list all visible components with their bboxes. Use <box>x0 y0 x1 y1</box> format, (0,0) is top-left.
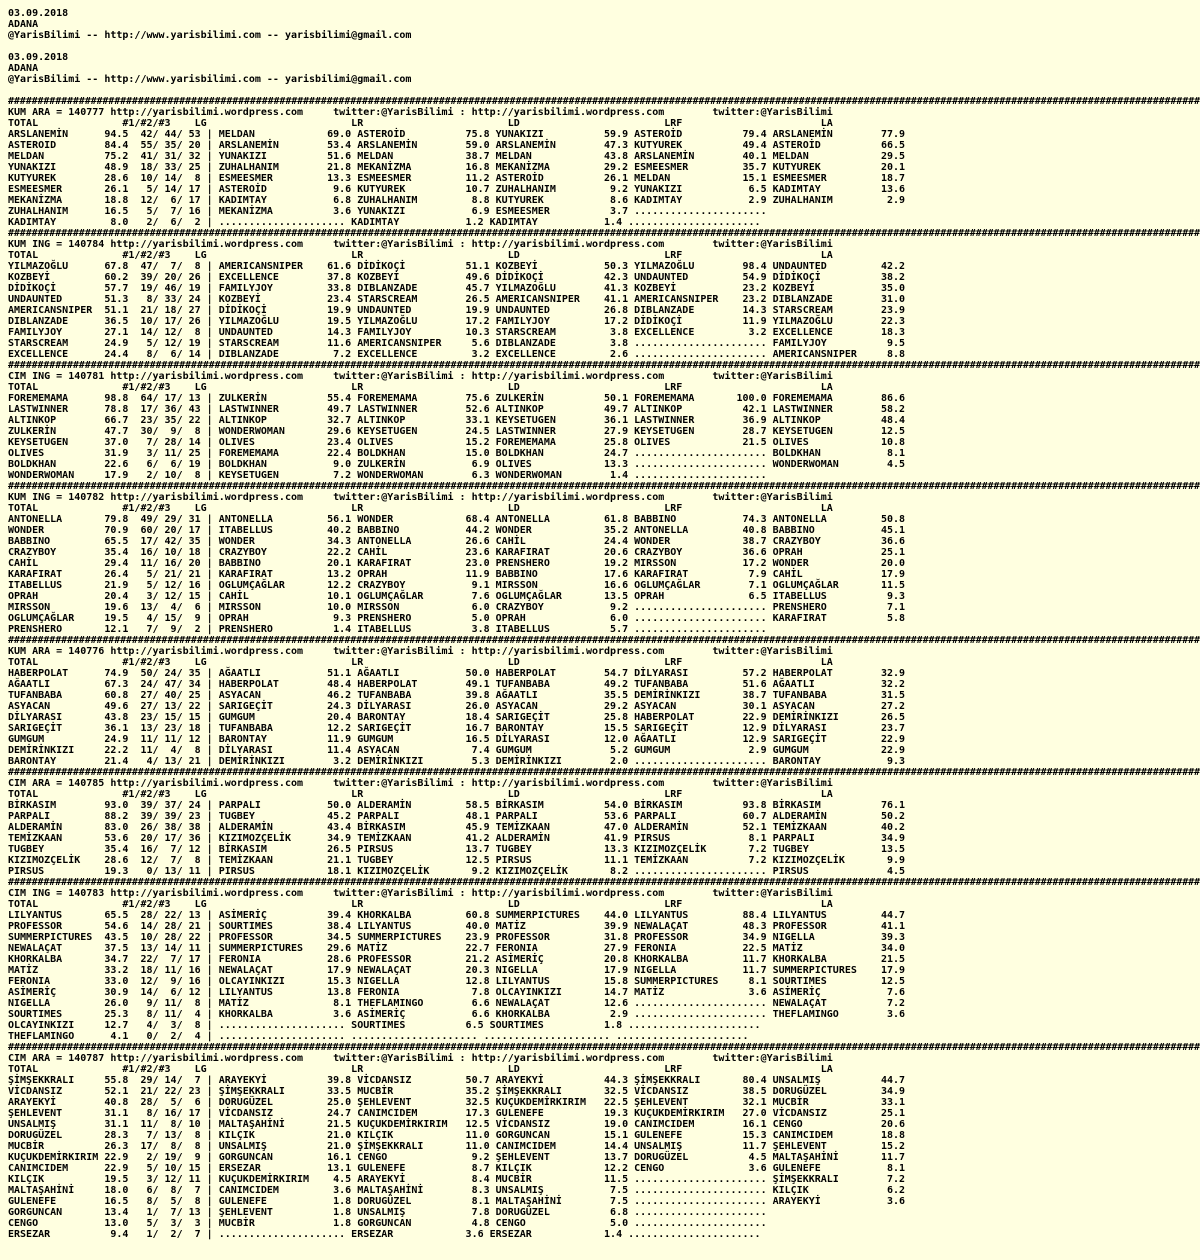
result-row: LILYANTUS 65.5 28/ 22/ 13 | ASİMERİÇ 39.4 KHORKALBA 60.8 SUMMERPICTURES 44.0 LILYANTUS 88.4 LILYANTUS 44.7 <box>8 910 906 921</box>
result-row: KHORKALBA 34.7 22/ 7/ 17 | FERONIA 28.6 PROFESSOR 21.2 ASİMERİÇ 20.8 KHORKALBA 11.7 KHORKALBA 21.5 <box>8 954 906 965</box>
result-row: BOLDKHAN 22.6 6/ 6/ 19 | BOLDKHAN 9.0 ZULKERİN 6.9 OLIVES 13.3 ...................... WONDERWOMAN 4.5 <box>8 459 906 470</box>
result-row: FERONIA 33.0 12/ 9/ 16 | OLCAYINKIZI 15.3 NIGELLA 12.8 LILYANTUS 15.8 SUMMERPICTURES 8.1 SOURTIMES 12.5 <box>8 976 906 987</box>
result-row: SOURTIMES 25.3 8/ 11/ 4 | KHORKALBA 3.6 ASİMERİÇ 6.6 KHORKALBA 2.9 ...................... THEFLAMINGO 3.6 <box>8 1009 906 1020</box>
result-row: ALDERAMİN 83.0 26/ 38/ 38 | ALDERAMİN 43.4 BİRKASIM 45.9 TEMİZKAAN 47.0 ALDERAMİN 52.1 TEMİZKAAN 40.2 <box>8 822 906 833</box>
result-row: ANTONELLA 79.8 49/ 29/ 31 | ANTONELLA 56.1 WONDER 68.4 ANTONELLA 61.8 BABBINO 74.3 ANTONELLA 50.8 <box>8 514 906 525</box>
result-row: STARSCREAM 24.9 5/ 12/ 19 | STARSCREAM 11.6 AMERICANSNIPER 5.6 DIBLANZADE 3.8 ...................... FAMILYJOY 9.5 <box>8 338 906 349</box>
result-row: MALTAŞAHİNİ 18.0 6/ 8/ 7 | CANIMCIDEM 3.6 MALTAŞAHİNİ 8.3 UNSALMIŞ 7.5 ...................... KILÇIK 6.2 <box>8 1185 906 1196</box>
column-header: TOTAL #1/#2/#3 LG LR LD LRF LA <box>8 250 833 261</box>
column-header: TOTAL #1/#2/#3 LG LR LD LRF LA <box>8 789 833 800</box>
result-row: MEKANİZMA 18.8 12/ 6/ 17 | KADIMTAY 6.8 ZUHALHANIM 8.8 KUTYUREK 8.6 KADIMTAY 2.9 ZUHALHANIM 2.9 <box>8 195 906 206</box>
result-row: BARONTAY 21.4 4/ 13/ 21 | DEMİRİNKIZI 3.2 DEMİRİNKIZI 5.3 DEMİRİNKIZI 2.0 ...................... BARONTAY 9.3 <box>8 756 906 767</box>
blank-line <box>8 41 1074 52</box>
result-row: KUÇUKDEMİRKIRIM 22.9 2/ 19/ 9 | GORGUNCAN 16.1 CENGO 9.2 ŞEHLEVENT 13.7 DORUGÜZEL 4.5 MALTAŞAHİNİ 11.7 <box>8 1152 906 1163</box>
result-row: ARAYEKYİ 40.8 28/ 5/ 6 | DORUGÜZEL 25.0 ŞEHLEVENT 32.5 KUÇUKDEMİRKIRIM 22.5 ŞEHLEVENT 32.1 MUCBİR 33.1 <box>8 1097 906 1108</box>
result-row: MIRSSON 19.6 13/ 4/ 6 | MIRSSON 10.0 MIRSSON 6.0 CRAZYBOY 9.2 ...................... PRENSHERO 7.1 <box>8 602 906 613</box>
result-row: VİCDANSIZ 52.1 21/ 22/ 23 | ŞİMŞEKKRALI 33.5 MUCBİR 35.2 ŞİMŞEKKRALI 32.5 VİCDANSIZ 38.5 DORUGÜZEL 34.9 <box>8 1086 906 1097</box>
result-row: DIBLANZADE 36.5 10/ 17/ 26 | YILMAZOĞLU 19.5 YILMAZOĞLU 17.2 FAMILYJOY 17.2 DİDİKOÇİ 11.9 YILMAZOĞLU 22.3 <box>8 316 906 327</box>
result-row: ZUHALHANIM 16.5 5/ 7/ 16 | MEKANİZMA 3.6 YUNAKIZI 6.9 ESMEESMER 3.7 ...................... <box>8 206 767 217</box>
result-row: HABERPOLAT 74.9 50/ 24/ 35 | AĞAATLI 51.1 AĞAATLI 50.0 HABERPOLAT 54.7 DİLYARASI 57.2 HABERPOLAT 32.9 <box>8 668 906 679</box>
result-row: GULENEFE 16.5 8/ 5/ 8 | GULENEFE 1.8 DORUGÜZEL 8.1 MALTAŞAHİNİ 7.5 ...................... ARAYEKYİ 3.6 <box>8 1196 906 1207</box>
result-row: UNSALMIŞ 31.1 11/ 8/ 10 | MALTAŞAHİNİ 21.5 KUÇUKDEMİRKIRIM 12.5 VİCDANSIZ 19.0 CANIMCIDEM 16.1 CENGO 20.6 <box>8 1119 906 1130</box>
race-header: CIM ARA = 140787 http://yarisbilimi.wordpress.com twitter:@YarisBilimi : http://yarisbilimi.wordpress.com twitter:@YarisBilimi <box>8 1053 833 1064</box>
result-row: OLIVES 31.9 3/ 11/ 25 | FOREMEMAMA 22.4 BOLDKHAN 15.0 BOLDKHAN 24.7 ...................... BOLDKHAN 8.1 <box>8 448 906 459</box>
separator-line: ########################################################################################################################################################################################################## <box>8 877 1200 888</box>
result-row: AMERICANSNIPER 51.1 21/ 18/ 27 | DİDİKOÇİ 19.9 UNDAUNTED 19.9 UNDAUNTED 26.8 DIBLANZADE 14.3 STARSCREAM 23.9 <box>8 305 906 316</box>
result-row: TUFANBABA 60.8 27/ 40/ 25 | ASYACAN 46.2 TUFANBABA 39.8 AĞAATLI 35.5 DEMİRİNKIZI 38.7 TUFANBABA 31.5 <box>8 690 906 701</box>
column-header: TOTAL #1/#2/#3 LG LR LD LRF LA <box>8 118 833 129</box>
separator-line: ########################################################################################################################################################################################################## <box>8 481 1200 492</box>
result-row: MATİZ 33.2 18/ 11/ 16 | NEWALAÇAT 17.9 NEWALAÇAT 20.3 NIGELLA 17.9 NIGELLA 11.7 SUMMERPICTURES 17.9 <box>8 965 906 976</box>
race-header: CIM ING = 140781 http://yarisbilimi.wordpress.com twitter:@YarisBilimi : http://yarisbilimi.wordpress.com twitter:@YarisBilimi <box>8 371 833 382</box>
race-header: KUM ARA = 140776 http://yarisbilimi.wordpress.com twitter:@YarisBilimi : http://yarisbilimi.wordpress.com twitter:@YarisBilimi <box>8 646 833 657</box>
result-row: GUMGUM 24.9 11/ 11/ 12 | BARONTAY 11.9 GUMGUM 16.5 DİLYARASI 12.0 AĞAATLI 12.9 SARIGEÇİT 22.9 <box>8 734 906 745</box>
result-row: KADIMTAY 8.0 2/ 6/ 2 | ..................... KADIMTAY 1.2 KADIMTAY 1.4 ...................... <box>8 217 761 228</box>
result-row: OPRAH 20.4 3/ 12/ 15 | CAHİL 10.1 OGLUMÇAĞLAR 7.6 OGLUMÇAĞLAR 13.5 OPRAH 6.5 ITABELLUS 9.3 <box>8 591 906 602</box>
result-row: KILÇIK 19.5 3/ 12/ 11 | KUÇUKDEMİRKIRIM 4.5 ARAYEKYİ 8.4 MUCBİR 11.5 ...................... ŞİMŞEKKRALI 7.2 <box>8 1174 906 1185</box>
result-row: KOZBEYİ 60.2 39/ 20/ 26 | EXCELLENCE 37.8 KOZBEYİ 49.6 DİDİKOÇİ 42.3 UNDAUNTED 54.9 DİDİKOÇİ 38.2 <box>8 272 906 283</box>
result-row: OLCAYINKIZI 12.7 4/ 3/ 8 | ..................... SOURTIMES 6.5 SOURTIMES 1.8 ...................... <box>8 1020 761 1031</box>
result-row: WONDERWOMAN 17.9 2/ 10/ 8 | KEYSETUGEN 7.2 WONDERWOMAN 6.3 WONDERWOMAN 1.4 ...................... <box>8 470 767 481</box>
result-row: DİLYARASI 43.8 23/ 15/ 15 | GUMGUM 20.4 BARONTAY 18.4 SARIGEÇİT 25.8 HABERPOLAT 22.9 DEMİRİNKIZI 26.5 <box>8 712 906 723</box>
result-row: CRAZYBOY 35.4 16/ 10/ 18 | CRAZYBOY 22.2 CAHİL 23.6 KARAFIRAT 20.6 CRAZYBOY 36.6 OPRAH 25.1 <box>8 547 906 558</box>
race-header: CIM ARA = 140785 http://yarisbilimi.wordpress.com twitter:@YarisBilimi : http://yarisbilimi.wordpress.com twitter:@YarisBilimi <box>8 778 833 789</box>
result-row: NEWALAÇAT 37.5 13/ 14/ 11 | SUMMERPICTURES 29.6 MATİZ 22.7 FERONIA 27.9 FERONIA 22.5 MATİZ 34.0 <box>8 943 906 954</box>
result-row: KARAFIRAT 26.4 5/ 21/ 21 | KARAFIRAT 13.2 OPRAH 11.9 BABBINO 17.6 KARAFIRAT 7.9 CAHİL 17.9 <box>8 569 906 580</box>
result-row: DEMİRİNKIZI 22.2 11/ 4/ 8 | DİLYARASI 11.4 ASYACAN 7.4 GUMGUM 5.2 GUMGUM 2.9 GUMGUM 22.9 <box>8 745 906 756</box>
result-row: PARPALI 88.2 39/ 39/ 23 | TUGBEY 45.2 PARPALI 48.1 PARPALI 53.6 PARPALI 60.7 ALDERAMİN 50.2 <box>8 811 906 822</box>
result-row: PIRSUS 19.3 0/ 13/ 11 | PIRSUS 18.1 KIZIMOZÇELİK 9.2 KIZIMOZÇELİK 8.2 ...................... PIRSUS 4.5 <box>8 866 906 877</box>
result-row: ALTINKOP 66.7 23/ 35/ 22 | ALTINKOP 32.7 ALTINKOP 33.1 KEYSETUGEN 36.1 LASTWINNER 36.9 ALTINKOP 48.4 <box>8 415 906 426</box>
separator-line: ########################################################################################################################################################################################################## <box>8 360 1200 371</box>
result-row: ŞEHLEVENT 31.1 8/ 16/ 17 | VİCDANSIZ 24.7 CANIMCIDEM 17.3 GULENEFE 19.3 KUÇUKDEMİRKIRIM 27.0 VİCDANSIZ 25.1 <box>8 1108 906 1119</box>
result-row: CANIMCIDEM 22.9 5/ 10/ 15 | ERSEZAR 13.1 GULENEFE 8.7 KILÇIK 12.2 CENGO 3.6 GULENEFE 8.1 <box>8 1163 906 1174</box>
header-line: ADANA <box>8 63 39 74</box>
separator-line: ########################################################################################################################################################################################################## <box>8 1042 1200 1053</box>
result-row: PROFESSOR 54.6 14/ 28/ 21 | SOURTIMES 38.4 LILYANTUS 40.0 MATİZ 39.9 NEWALAÇAT 48.3 PROFESSOR 41.1 <box>8 921 906 932</box>
header-line: 03.09.2018 <box>8 8 69 19</box>
result-row: GORGUNCAN 13.4 1/ 7/ 13 | ŞEHLEVENT 1.8 UNSALMIŞ 7.8 DORUGÜZEL 6.8 ...................... <box>8 1207 767 1218</box>
result-row: ERSEZAR 9.4 1/ 2/ 7 | ..................... ERSEZAR 3.6 ERSEZAR 1.4 ...................... <box>8 1229 761 1240</box>
result-row: WONDER 70.9 60/ 20/ 17 | ITABELLUS 40.2 BABBINO 44.2 WONDER 35.2 ANTONELLA 40.8 BABBINO 45.1 <box>8 525 906 536</box>
result-row: ZULKERİN 47.7 30/ 9/ 8 | WONDERWOMAN 29.6 KEYSETUGEN 24.5 LASTWINNER 27.9 KEYSETUGEN 28.7 KEYSETUGEN 12.5 <box>8 426 906 437</box>
result-row: TUGBEY 35.4 16/ 7/ 12 | BİRKASIM 26.5 PIRSUS 13.7 TUGBEY 13.3 KIZIMOZÇELİK 7.2 TUGBEY 13.5 <box>8 844 906 855</box>
blank-line <box>8 85 1074 96</box>
result-row: FOREMEMAMA 98.8 64/ 17/ 13 | ZULKERİN 55.4 FOREMEMAMA 75.6 ZULKERİN 50.1 FOREMEMAMA 100.0 FOREMEMAMA 86.6 <box>8 393 906 404</box>
result-row: BİRKASIM 93.0 39/ 37/ 24 | PARPALI 50.0 ALDERAMİN 58.5 BİRKASIM 54.0 BİRKASIM 93.8 BİRKASIM 76.1 <box>8 800 906 811</box>
result-row: ESMEESMER 26.1 5/ 14/ 17 | ASTEROİD 9.6 KUTYUREK 10.7 ZUHALHANIM 9.2 YUNAKIZI 6.5 KADIMTAY 13.6 <box>8 184 906 195</box>
column-header: TOTAL #1/#2/#3 LG LR LD LRF LA <box>8 657 833 668</box>
result-row: EXCELLENCE 24.4 8/ 6/ 14 | DIBLANZADE 7.2 EXCELLENCE 3.2 EXCELLENCE 2.6 ...................... AMERICANSNIPER 8.8 <box>8 349 906 360</box>
column-header: TOTAL #1/#2/#3 LG LR LD LRF LA <box>8 503 833 514</box>
race-header: KUM ING = 140782 http://yarisbilimi.wordpress.com twitter:@YarisBilimi : http://yarisbilimi.wordpress.com twitter:@YarisBilimi <box>8 492 833 503</box>
header-line: 03.09.2018 <box>8 52 69 63</box>
separator-line: ########################################################################################################################################################################################################## <box>8 767 1200 778</box>
result-row: PRENSHERO 12.1 7/ 9/ 2 | PRENSHERO 1.4 ITABELLUS 3.8 ITABELLUS 5.7 ...................... <box>8 624 767 635</box>
result-row: THEFLAMINGO 4.1 0/ 2/ 4 | ..................... ..................... ..................... ...................... <box>8 1031 749 1042</box>
result-row: YUNAKIZI 48.9 18/ 33/ 25 | ZUHALHANIM 21.8 MEKANİZMA 16.8 MEKANİZMA 29.2 ESMEESMER 35.7 KUTYUREK 20.1 <box>8 162 906 173</box>
race-header: KUM ARA = 140777 http://yarisbilimi.wordpress.com twitter:@YarisBilimi : http://yarisbilimi.wordpress.com twitter:@YarisBilimi <box>8 107 833 118</box>
result-row: ŞİMŞEKKRALI 55.8 29/ 14/ 7 | ARAYEKYİ 39.8 VİCDANSIZ 50.7 ARAYEKYİ 44.3 ŞİMŞEKKRALI 80.4 UNSALMIŞ 44.7 <box>8 1075 906 1086</box>
result-row: MELDAN 75.2 41/ 31/ 32 | YUNAKIZI 51.6 MELDAN 38.7 MELDAN 43.8 ARSLANEMİN 40.1 MELDAN 29.5 <box>8 151 906 162</box>
header-line: @YarisBilimi -- http://www.yarisbilimi.com -- yarisbilimi@gmail.com <box>8 30 412 41</box>
separator-line: ########################################################################################################################################################################################################## <box>8 96 1200 107</box>
result-row: DİDİKOÇİ 57.7 19/ 46/ 19 | FAMILYJOY 33.8 DIBLANZADE 45.7 YILMAZOĞLU 41.3 KOZBEYİ 23.2 KOZBEYİ 35.0 <box>8 283 906 294</box>
result-row: FAMILYJOY 27.1 14/ 12/ 8 | UNDAUNTED 14.3 FAMILYJOY 10.3 STARSCREAM 3.8 EXCELLENCE 3.2 EXCELLENCE 18.3 <box>8 327 906 338</box>
result-row: CENGO 13.0 5/ 3/ 3 | MUCBİR 1.8 GORGUNCAN 4.8 CENGO 5.0 ...................... <box>8 1218 767 1229</box>
result-row: BABBINO 65.5 17/ 42/ 35 | WONDER 34.3 ANTONELLA 26.6 CAHİL 24.4 WONDER 38.7 CRAZYBOY 36.6 <box>8 536 906 547</box>
result-row: SARIGEÇİT 36.1 13/ 23/ 18 | TUFANBABA 12.2 SARIGEÇİT 16.7 BARONTAY 15.5 SARIGEÇİT 12.9 DİLYARASI 23.7 <box>8 723 906 734</box>
column-header: TOTAL #1/#2/#3 LG LR LD LRF LA <box>8 899 833 910</box>
header-line: @YarisBilimi -- http://www.yarisbilimi.com -- yarisbilimi@gmail.com <box>8 74 412 85</box>
result-row: ASTEROID 84.4 55/ 35/ 20 | ARSLANEMİN 53.4 ARSLANEMİN 59.0 ARSLANEMİN 47.3 KUTYUREK 49.4 ASTEROİD 66.5 <box>8 140 906 151</box>
result-row: ASİMERİÇ 30.9 14/ 6/ 12 | LILYANTUS 13.8 FERONIA 7.8 OLCAYINKIZI 14.7 MATİZ 3.6 ASİMERİÇ 7.6 <box>8 987 906 998</box>
result-row: YILMAZOĞLU 67.8 47/ 7/ 8 | AMERICANSNIPER 61.6 DİDİKOÇİ 51.1 KOZBEYİ 50.3 YILMAZOĞLU 98.4 UNDAUNTED 42.2 <box>8 261 906 272</box>
result-row: LASTWINNER 78.8 17/ 36/ 43 | LASTWINNER 49.7 LASTWINNER 52.6 ALTINKOP 49.7 ALTINKOP 42.1 LASTWINNER 58.2 <box>8 404 906 415</box>
column-header: TOTAL #1/#2/#3 LG LR LD LRF LA <box>8 382 833 393</box>
result-row: TEMİZKAAN 53.6 20/ 17/ 36 | KIZIMOZÇELİK 34.9 TEMİZKAAN 41.2 ALDERAMİN 41.9 PIRSUS 8.1 PARPALI 34.9 <box>8 833 906 844</box>
result-row: MUCBİR 26.3 17/ 8/ 8 | UNSALMIŞ 21.0 ŞİMŞEKKRALI 11.0 CANIMCIDEM 14.4 UNSALMIŞ 11.7 ŞEHLEVENT 15.2 <box>8 1141 906 1152</box>
result-row: ASYACAN 49.6 27/ 13/ 22 | SARIGEÇİT 24.3 DİLYARASI 26.0 ASYACAN 29.2 ASYACAN 30.1 ASYACAN 27.2 <box>8 701 906 712</box>
result-row: KUTYUREK 28.6 10/ 14/ 8 | ESMEESMER 13.3 ESMEESMER 11.2 ASTEROİD 26.1 MELDAN 15.1 ESMEESMER 18.7 <box>8 173 906 184</box>
results-text <box>8 8 1200 1240</box>
result-row: ITABELLUS 21.9 5/ 12/ 16 | OGLUMÇAĞLAR 12.2 CRAZYBOY 9.1 MIRSSON 16.6 OGLUMÇAĞLAR 7.1 OGLUMÇAĞLAR 11.5 <box>8 580 906 591</box>
header-line: ADANA <box>8 19 39 30</box>
result-row: OGLUMÇAĞLAR 19.5 4/ 15/ 9 | OPRAH 9.3 PRENSHERO 5.0 OPRAH 6.0 ...................... KARAFIRAT 5.8 <box>8 613 906 624</box>
result-row: AĞAATLI 67.3 24/ 47/ 34 | HABERPOLAT 48.4 HABERPOLAT 49.1 TUFANBABA 49.2 TUFANBABA 51.6 AĞAATLI 32.2 <box>8 679 906 690</box>
result-row: KEYSETUGEN 37.0 7/ 28/ 14 | OLIVES 23.4 OLIVES 15.2 FOREMEMAMA 25.8 OLIVES 21.5 OLIVES 10.8 <box>8 437 906 448</box>
result-row: UNDAUNTED 51.3 8/ 33/ 24 | KOZBEYİ 23.4 STARSCREAM 26.5 AMERICANSNIPER 41.1 AMERICANSNIPER 23.2 DIBLANZADE 31.0 <box>8 294 906 305</box>
result-row: DORUGÜZEL 28.3 7/ 13/ 8 | KILÇIK 21.0 KILÇIK 11.0 GORGUNCAN 15.1 GULENEFE 15.3 CANIMCIDEM 18.8 <box>8 1130 906 1141</box>
column-header: TOTAL #1/#2/#3 LG LR LD LRF LA <box>8 1064 833 1075</box>
result-row: NIGELLA 26.0 9/ 11/ 8 | MATİZ 8.1 THEFLAMINGO 6.6 NEWALAÇAT 12.6 ...................... NEWALAÇAT 7.2 <box>8 998 906 1009</box>
race-header: CIM ING = 140783 http://yarisbilimi.wordpress.com twitter:@YarisBilimi : http://yarisbilimi.wordpress.com twitter:@YarisBilimi <box>8 888 833 899</box>
result-row: SUMMERPICTURES 43.5 10/ 28/ 22 | PROFESSOR 34.5 SUMMERPICTURES 23.9 PROFESSOR 31.8 PROFESSOR 34.9 NIGELLA 39.3 <box>8 932 906 943</box>
result-row: KIZIMOZÇELİK 28.6 12/ 7/ 8 | TEMİZKAAN 21.1 TUGBEY 12.5 PIRSUS 11.1 TEMİZKAAN 7.2 KIZIMOZÇELİK 9.9 <box>8 855 906 866</box>
separator-line: ########################################################################################################################################################################################################## <box>8 635 1200 646</box>
race-header: KUM ING = 140784 http://yarisbilimi.wordpress.com twitter:@YarisBilimi : http://yarisbilimi.wordpress.com twitter:@YarisBilimi <box>8 239 833 250</box>
result-row: CAHİL 29.4 11/ 16/ 20 | BABBINO 20.1 KARAFIRAT 23.0 PRENSHERO 19.2 MIRSSON 17.2 WONDER 20.0 <box>8 558 906 569</box>
result-row: ARSLANEMİN 94.5 42/ 44/ 53 | MELDAN 69.0 ASTEROİD 75.8 YUNAKIZI 59.9 ASTEROİD 79.4 ARSLANEMİN 77.9 <box>8 129 906 140</box>
separator-line: ########################################################################################################################################################################################################## <box>8 228 1200 239</box>
